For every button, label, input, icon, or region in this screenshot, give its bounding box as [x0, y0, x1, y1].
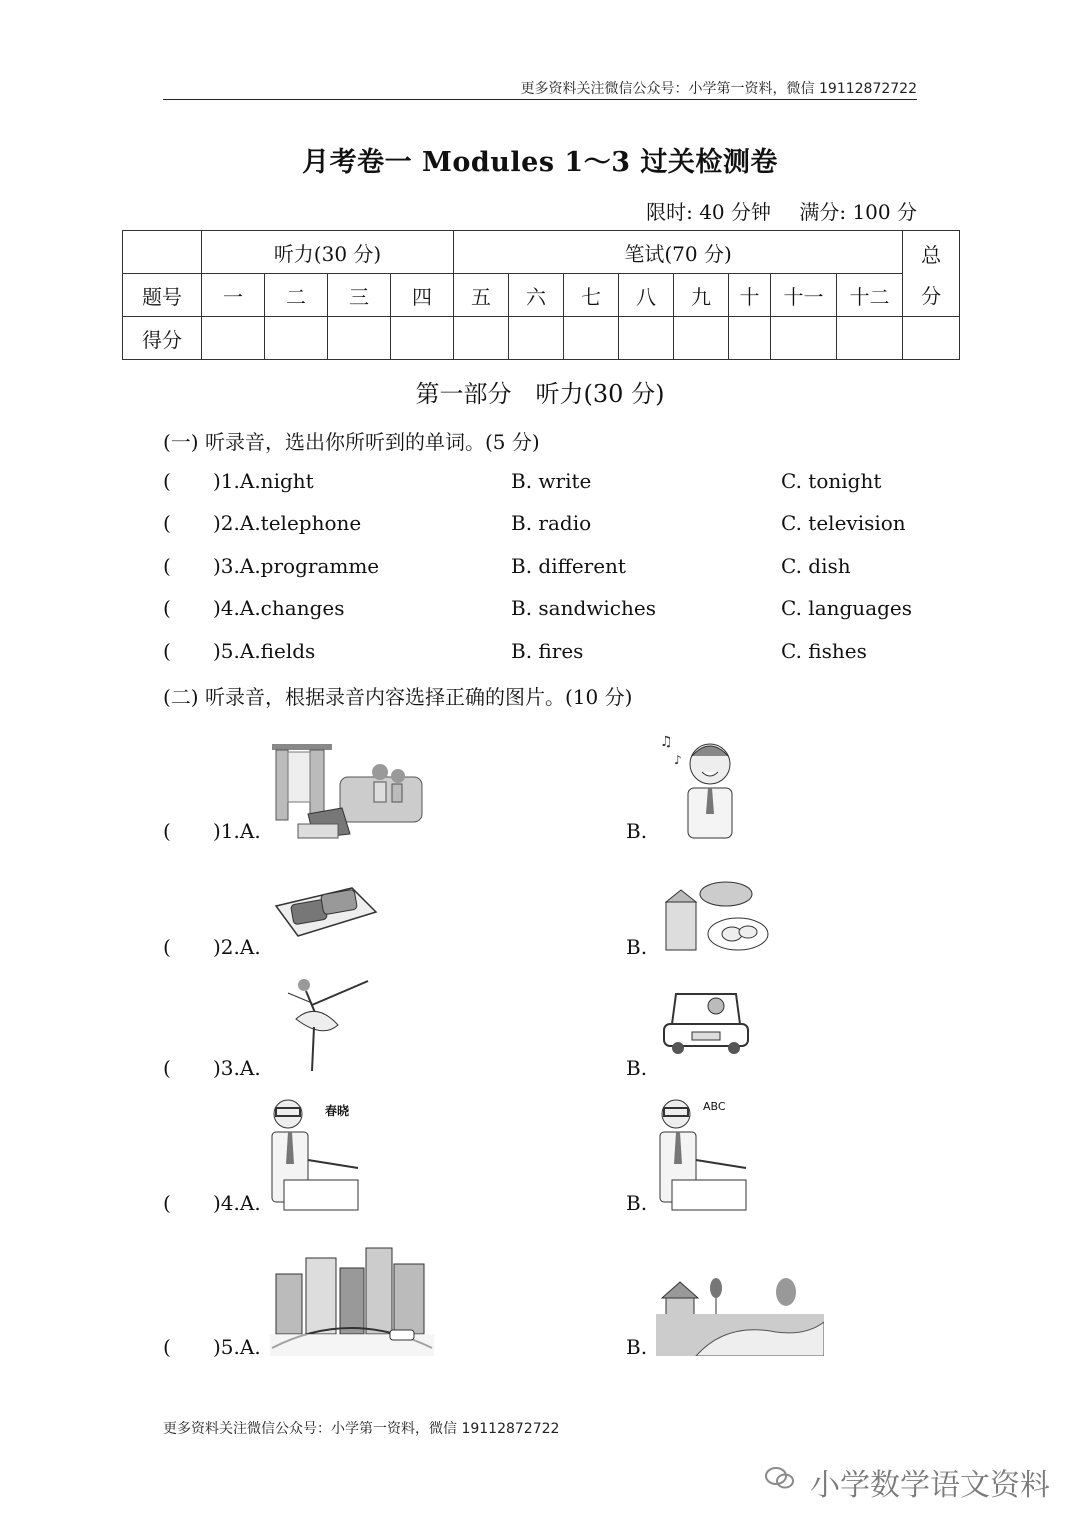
- time-limit: 限时: 40 分钟: [646, 200, 771, 224]
- score-cell: [509, 317, 564, 360]
- score-cell: [837, 317, 903, 360]
- exam-info: [624, 196, 917, 225]
- ballet-dancer-illustration: [282, 975, 374, 1075]
- family-watching-tv-illustration: [270, 742, 426, 840]
- question-number: 三: [328, 274, 391, 317]
- question-row: ( )1.A.night B. write C. tonight: [163, 469, 882, 493]
- car-driver-illustration: [660, 988, 752, 1058]
- poem-label: 春晓: [325, 1104, 350, 1118]
- question-number: 七: [564, 274, 619, 317]
- row-label-score: 得分: [123, 317, 202, 360]
- header-divider: [163, 99, 917, 100]
- score-cell: [328, 317, 391, 360]
- score-cell: [454, 317, 509, 360]
- score-cell: [202, 317, 265, 360]
- score-cell: [729, 317, 771, 360]
- score-table: [122, 230, 960, 360]
- city-illustration: [270, 1238, 434, 1356]
- question-row: ( )5.A.fields B. fires C. fishes: [163, 639, 867, 663]
- row-label-number: 题号: [123, 274, 202, 317]
- singing-boy-illustration: [656, 730, 742, 842]
- question-row: ( )3.A.programme B. different C. dish: [163, 554, 851, 578]
- abc-label: ABC: [703, 1100, 726, 1113]
- score-cell: [564, 317, 619, 360]
- watermark: 小学数学语文资料: [810, 1468, 1050, 1503]
- section-one-title: (一) 听录音，选出你所听到的单词。(5 分): [163, 430, 540, 454]
- question-row: ( )4.A.changes B. sandwiches C. languages: [163, 596, 913, 620]
- question-number: 八: [619, 274, 674, 317]
- score-cell: [391, 317, 454, 360]
- listening-header: 听力(30 分): [202, 231, 454, 274]
- written-header: 笔试(70 分): [454, 231, 903, 274]
- total-header: 总 分: [903, 231, 960, 317]
- question-number: 六: [509, 274, 564, 317]
- breakfast-illustration: [660, 876, 770, 954]
- wechat-icon: [765, 1466, 795, 1490]
- question-number: 一: [202, 274, 265, 317]
- svg-text:♪: ♪: [674, 753, 682, 767]
- question-number: 二: [265, 274, 328, 317]
- section-two-title: (二) 听录音，根据录音内容选择正确的图片。(10 分): [163, 685, 633, 709]
- question-number: 十二: [837, 274, 903, 317]
- score-cell: [903, 317, 960, 360]
- table-corner-cell: [123, 231, 202, 274]
- countryside-illustration: [656, 1262, 824, 1356]
- score-cell: [265, 317, 328, 360]
- score-cell: [674, 317, 729, 360]
- score-cell: [771, 317, 837, 360]
- question-number: 九: [674, 274, 729, 317]
- question-row: ( )2.A.telephone B. radio C. television: [163, 511, 906, 535]
- question-number: 十: [729, 274, 771, 317]
- page-title: 月考卷一 Modules 1～3 过关检测卷: [302, 147, 778, 178]
- page-footer: 更多资料关注微信公众号：小学第一资料，微信 19112872722: [163, 1421, 560, 1437]
- question-number: 五: [454, 274, 509, 317]
- score-cell: [619, 317, 674, 360]
- full-score: 满分: 100 分: [799, 200, 917, 224]
- page-header: 更多资料关注微信公众号：小学第一资料，微信 19112872722: [520, 81, 917, 97]
- sandwiches-illustration: [272, 878, 380, 940]
- question-number: 四: [391, 274, 454, 317]
- svg-text:♫: ♫: [660, 734, 673, 750]
- question-number: 十一: [771, 274, 837, 317]
- part-one-title: 第一部分 听力(30 分): [415, 380, 665, 408]
